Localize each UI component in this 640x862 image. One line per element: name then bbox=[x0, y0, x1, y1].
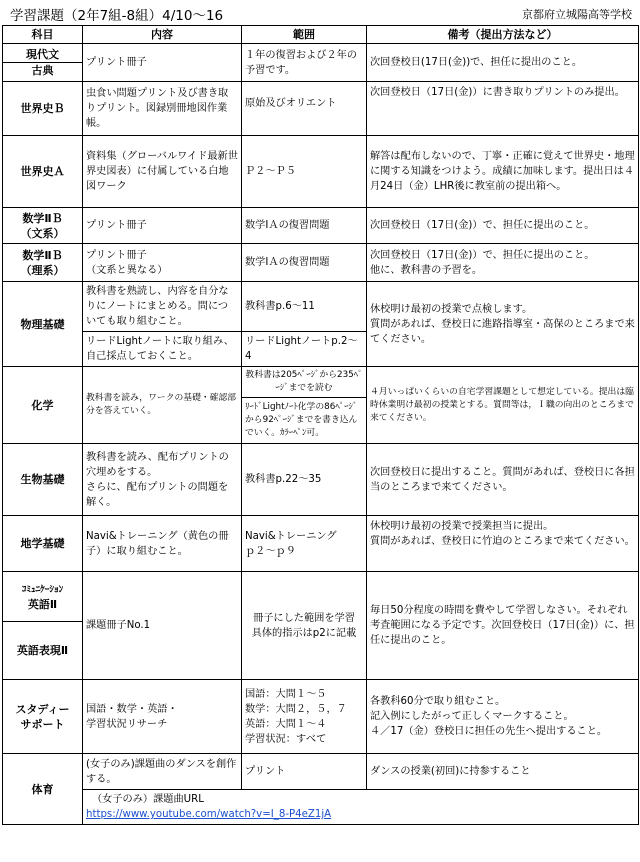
range-cell: 原始及びオリエント bbox=[242, 82, 367, 136]
subject-cell: 世界史Ａ bbox=[3, 136, 83, 208]
table-row bbox=[3, 790, 639, 825]
range-cell: 教科書p.6〜11 bbox=[242, 282, 367, 332]
note-line: 次回登校日（17日(金)）で、担任に提出のこと。 bbox=[370, 249, 595, 261]
content-cell bbox=[83, 444, 242, 516]
subject-line: 古典 bbox=[3, 62, 82, 78]
table-row bbox=[3, 754, 639, 790]
range-line: Navi&トレーニング bbox=[245, 530, 337, 542]
url-label: （女子のみ）課題曲URL bbox=[92, 794, 204, 805]
header bbox=[2, 3, 638, 23]
page-title: 学習課題（2年7組-8組）4/10〜16 bbox=[10, 8, 224, 24]
subject-line: 現代文 bbox=[26, 48, 59, 61]
content-cell: 教科書を熟読し、内容を自分なりにノートにまとめる。問についても取り組むこと。 bbox=[83, 282, 242, 332]
subject-line: 英語Ⅱ bbox=[27, 597, 58, 611]
content-cell: 課題冊子No.1 bbox=[83, 572, 242, 680]
school-name: 京都府立城陽高等学校 bbox=[522, 8, 632, 21]
header-range: 範囲 bbox=[242, 26, 367, 44]
table-row bbox=[3, 282, 639, 332]
table-row bbox=[3, 516, 639, 572]
url-cell bbox=[83, 790, 639, 825]
range-line: 学習状況：すべて bbox=[245, 733, 327, 745]
content-line: さらに、配布プリントの問題を解く。 bbox=[86, 481, 229, 508]
dance-video-link[interactable]: https://www.youtube.com/watch?v=I_8-P4eZ1jA bbox=[86, 809, 332, 820]
subject-line: サポート bbox=[20, 717, 65, 731]
content-cell: (女子のみ)課題曲のダンスを創作する。 bbox=[83, 754, 242, 790]
subject-cell: 英語表現Ⅱ bbox=[3, 622, 83, 680]
subject-cell: 世界史Ｂ bbox=[3, 82, 83, 136]
assignment-table bbox=[2, 25, 639, 825]
table-row bbox=[3, 367, 639, 398]
note-line: 休校明け最初の授業で授業担当に提出。 bbox=[370, 521, 554, 532]
table-row bbox=[3, 244, 639, 282]
note-line: 質問があれば、登校日に進路指導室・高保のところまで来てください。 bbox=[370, 318, 635, 345]
range-cell bbox=[242, 680, 367, 754]
note-line: 質問があれば、登校日に竹迫のところまで来てください。 bbox=[370, 536, 635, 547]
content-cell: 虫食い問題プリント及び書き取りプリント。図録別冊地図作業帳。 bbox=[83, 82, 242, 136]
range-cell: １年の復習および２年の予習です。 bbox=[242, 44, 367, 82]
range-cell bbox=[242, 572, 367, 680]
subject-line: ｺﾐｭﾆｹｰｼｮﾝ bbox=[21, 583, 64, 595]
subject-cell bbox=[3, 208, 83, 244]
range-cell: プリント bbox=[242, 754, 367, 790]
note-cell: 次回登校日（17日(金)）で、担任に提出のこと。 bbox=[367, 208, 639, 244]
range-cell: ﾘｰﾄﾞLightﾉｰﾄ化学の86ﾍﾟｰｼﾞから92ﾍﾟｰｼﾞまでを書き込んでいく。ｶﾗｰﾍﾟﾝ可。 bbox=[242, 398, 367, 444]
content-line: 教科書を読み、配布プリントの穴埋めをする。 bbox=[86, 451, 229, 478]
note-cell: 毎日50分程度の時間を費やして学習しなさい。それぞれ考査範囲になる予定です。次回登校日（17日(金)）に、担任に提出のこと。 bbox=[367, 572, 639, 680]
subject-line: スタディー bbox=[15, 702, 70, 716]
table-row bbox=[3, 680, 639, 754]
range-cell: 教科書は205ﾍﾟｰｼﾞから235ﾍﾟｰｼﾞまでを読む bbox=[242, 367, 367, 398]
table-row bbox=[3, 82, 639, 136]
content-line: （文系と異なる） bbox=[86, 264, 168, 276]
header-note: 備考（提出方法など） bbox=[367, 26, 639, 44]
note-cell bbox=[367, 244, 639, 282]
note-cell bbox=[367, 516, 639, 572]
note-line: 休校明け最初の授業で点検します。 bbox=[370, 303, 533, 315]
table-row bbox=[3, 444, 639, 516]
subject-cell: 体育 bbox=[3, 754, 83, 825]
subject-cell bbox=[3, 244, 83, 282]
content-cell: プリント冊子 bbox=[83, 208, 242, 244]
note-cell: 次回登校日に提出すること。質問があれば、登校日に各担当のところまで来てください。 bbox=[367, 444, 639, 516]
range-cell: 教科書p.22〜35 bbox=[242, 444, 367, 516]
note-line: 各教科60分で取り組むこと。 bbox=[370, 696, 506, 707]
range-line: 具体的指示はp2に記載 bbox=[251, 627, 357, 639]
range-line: 冊子にした範囲を学習 bbox=[253, 612, 355, 624]
subject-cell: 地学基礎 bbox=[3, 516, 83, 572]
content-cell bbox=[83, 244, 242, 282]
note-cell bbox=[367, 680, 639, 754]
subject-cell bbox=[3, 44, 83, 82]
table-row bbox=[3, 44, 639, 82]
note-line: 記入例にしたがって正しくマークすること。 bbox=[370, 711, 574, 722]
range-cell: 数学ⅠＡの復習問題 bbox=[242, 208, 367, 244]
content-cell: リードLightノートに取り組み、自己採点しておくこと。 bbox=[83, 332, 242, 367]
subject-cell: 生物基礎 bbox=[3, 444, 83, 516]
content-cell bbox=[83, 680, 242, 754]
header-content: 内容 bbox=[83, 26, 242, 44]
note-cell: 次回登校日(17日(金))で、担任に提出のこと。 bbox=[367, 44, 639, 82]
subject-cell: 化学 bbox=[3, 367, 83, 444]
note-line: ４／17（金）登校日に担任の先生へ提出すること。 bbox=[370, 726, 608, 737]
range-cell bbox=[242, 516, 367, 572]
note-cell: 解答は配布しないので、丁寧・正確に覚えて世界史・地理に関する知識をつけよう。成績に加味します。提出日は４月24日（金）LHR後に教室前の提出箱へ。 bbox=[367, 136, 639, 208]
content-line: 国語・数学・英語・ bbox=[86, 703, 178, 715]
note-cell bbox=[367, 282, 639, 367]
subject-cell bbox=[3, 572, 83, 622]
note-cell: 次回登校日（17日(金)）に書き取りプリントのみ提出。 bbox=[367, 82, 639, 136]
content-line: プリント冊子 bbox=[86, 249, 147, 261]
table-row bbox=[3, 572, 639, 622]
table-header-row bbox=[3, 26, 639, 44]
content-cell: プリント冊子 bbox=[83, 44, 242, 82]
subject-line: 数学ⅡＢ bbox=[22, 211, 63, 225]
subject-cell: 物理基礎 bbox=[3, 282, 83, 367]
content-cell: Navi&トレーニング（黄色の冊子）に取り組むこと。 bbox=[83, 516, 242, 572]
range-line: 国語：大問１〜５ bbox=[245, 688, 327, 700]
content-line: 学習状況リサーチ bbox=[86, 718, 168, 730]
range-cell: 数学ⅠＡの復習問題 bbox=[242, 244, 367, 282]
range-line: 数学：大問２，５，７ bbox=[245, 703, 347, 715]
subject-line: （理系） bbox=[20, 263, 65, 277]
content-cell: 教科書を読み，ワークの基礎・確認部分を答えていく。 bbox=[83, 367, 242, 444]
range-cell: リードLightノートp.2〜4 bbox=[242, 332, 367, 367]
note-cell: ダンスの授業(初回)に持参すること bbox=[367, 754, 639, 790]
subject-cell bbox=[3, 680, 83, 754]
range-cell: Ｐ２〜Ｐ５ bbox=[242, 136, 367, 208]
subject-line: 数学ⅡＢ bbox=[22, 248, 63, 262]
range-line: ｐ２〜ｐ９ bbox=[245, 545, 296, 557]
table-row bbox=[3, 136, 639, 208]
subject-line: （文系） bbox=[20, 226, 65, 240]
note-line: 他に、教科書の予習を。 bbox=[370, 264, 483, 276]
content-cell: 資料集（グローバルワイド最新世界史図表）に付属している白地図ワーク bbox=[83, 136, 242, 208]
header-subject: 科目 bbox=[3, 26, 83, 44]
table-row bbox=[3, 208, 639, 244]
note-cell: ４月いっぱいくらいの自宅学習課題として想定している。提出は臨時休業明け最初の授業とする。質問等は，Ｉ職の向出のところまで来てください。 bbox=[367, 367, 639, 444]
range-line: 英語：大問１〜４ bbox=[245, 718, 327, 730]
